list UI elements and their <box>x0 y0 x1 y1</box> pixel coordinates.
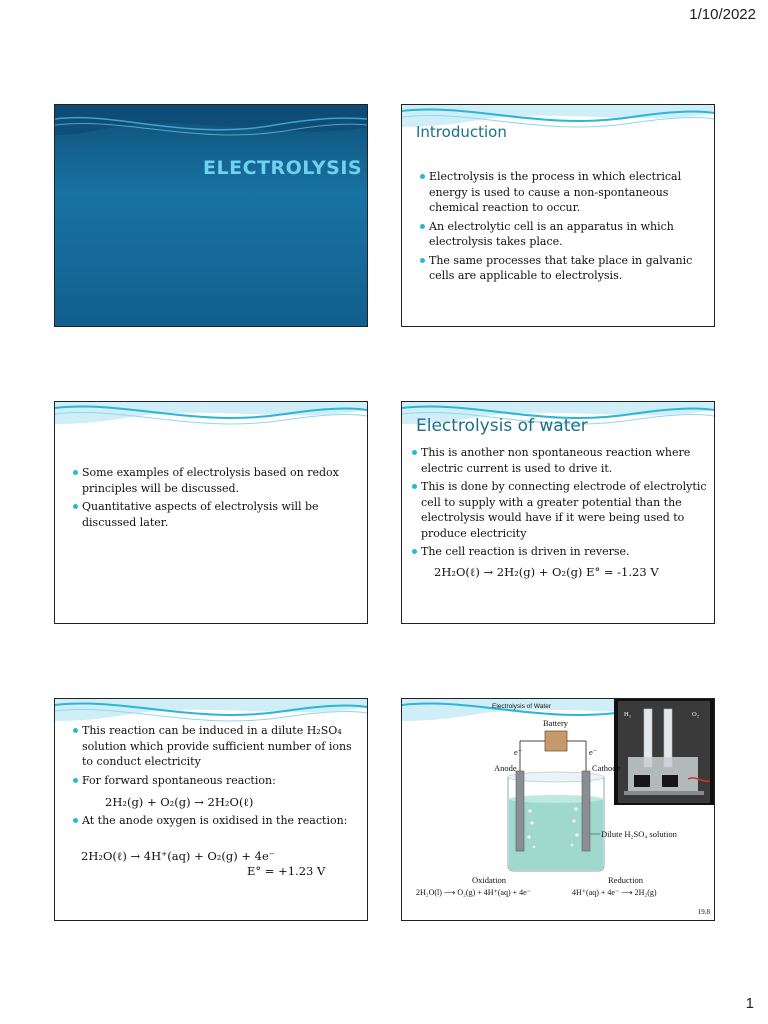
bullet-dot-icon <box>420 174 425 179</box>
page-number: 1 <box>745 995 754 1012</box>
bullet: At the anode oxygen is oxidised in the reaction: <box>73 813 359 829</box>
electron-left-label: e⁻ <box>514 747 523 757</box>
slide-5-equation-1: 2H₂(g) + O₂(g) → 2H₂O(ℓ) <box>105 795 254 809</box>
bullet: Electrolysis is the process in which electrical energy is used to cause a non-spontaneous chemical reaction to occur. <box>420 169 710 216</box>
slide-3-bullets <box>73 465 359 533</box>
reduction-label: Reduction <box>608 875 643 885</box>
bullet: An electrolytic cell is an apparatus in which electrolysis takes place. <box>420 219 710 250</box>
cathode-label: Cathode <box>592 763 621 773</box>
oxidation-equation: 2H₂O(l) ⟶ O₂(g) + 4H⁺(aq) + 4e⁻ <box>416 888 531 897</box>
slide-4-bullets <box>412 445 710 563</box>
slide-5-bullets-a <box>73 723 359 791</box>
bullet: For forward spontaneous reaction: <box>73 773 359 789</box>
bullet-dot-icon <box>73 470 78 475</box>
slide-2-title: Introduction <box>416 123 507 141</box>
wave-decoration <box>55 402 367 444</box>
wave-decoration <box>55 105 367 147</box>
bullet: Quantitative aspects of electrolysis will be discussed later. <box>73 499 359 530</box>
bullet-dot-icon <box>420 224 425 229</box>
bullet: The same processes that take place in galvanic cells are applicable to electrolysis. <box>420 253 710 284</box>
oxidation-label: Oxidation <box>472 875 506 885</box>
anode-label: Anode <box>494 763 517 773</box>
bullet-dot-icon <box>412 549 417 554</box>
photo-o2-label: O₂ <box>692 711 699 718</box>
bullet-dot-icon <box>73 728 78 733</box>
photo-h2-label: H₂ <box>624 711 631 718</box>
slide-number: 19.8 <box>697 908 710 916</box>
bullet-dot-icon <box>73 818 78 823</box>
bullet: This reaction can be induced in a dilute H₂SO₄ solution which provide sufficient number of ions to conduct electricity <box>73 723 359 770</box>
bullet: The cell reaction is driven in reverse. <box>412 544 710 560</box>
slide-3 <box>54 401 368 624</box>
electrolysis-diagram <box>402 699 714 920</box>
slide-4-equation: 2H₂O(ℓ) → 2H₂(g) + O₂(g) E° = -1.23 V <box>434 565 659 579</box>
figure-title: Electrolysis of Water <box>492 703 551 710</box>
slide-5-equation-2: 2H₂O(ℓ) → 4H⁺(aq) + O₂(g) + 4e⁻ <box>81 849 275 863</box>
bullet-dot-icon <box>420 258 425 263</box>
slide-5 <box>54 698 368 921</box>
handout-date: 1/10/2022 <box>689 6 756 23</box>
bullet-dot-icon <box>412 484 417 489</box>
battery-label: Battery <box>543 718 569 728</box>
bullet-dot-icon <box>412 450 417 455</box>
bullet: This is another non spontaneous reaction where electric current is used to drive it. <box>412 445 710 476</box>
slide-1 <box>54 104 368 327</box>
bullet-dot-icon <box>73 504 78 509</box>
slide-1-title: ELECTROLYSIS <box>203 157 363 179</box>
slide-2 <box>401 104 715 327</box>
slide-4-title: Electrolysis of water <box>416 416 588 436</box>
slide-5-bullets-b <box>73 813 359 832</box>
solution-label: Dilute H₂SO₄ solution <box>601 829 677 839</box>
electron-right-label: e⁻ <box>589 747 598 757</box>
slide-2-bullets <box>420 169 710 287</box>
bullet-dot-icon <box>73 778 78 783</box>
slide-5-equation-2-potential: E° = +1.23 V <box>247 864 326 878</box>
slide-4 <box>401 401 715 624</box>
bullet: This is done by connecting electrode of electrolytic cell to supply with a greater potential than the electrolysis would have if it were being used to produce electricity <box>412 479 710 541</box>
reduction-equation: 4H⁺(aq) + 4e⁻ ⟶ 2H₂(g) <box>572 888 657 897</box>
slide-6 <box>401 698 715 921</box>
bullet: Some examples of electrolysis based on redox principles will be discussed. <box>73 465 359 496</box>
